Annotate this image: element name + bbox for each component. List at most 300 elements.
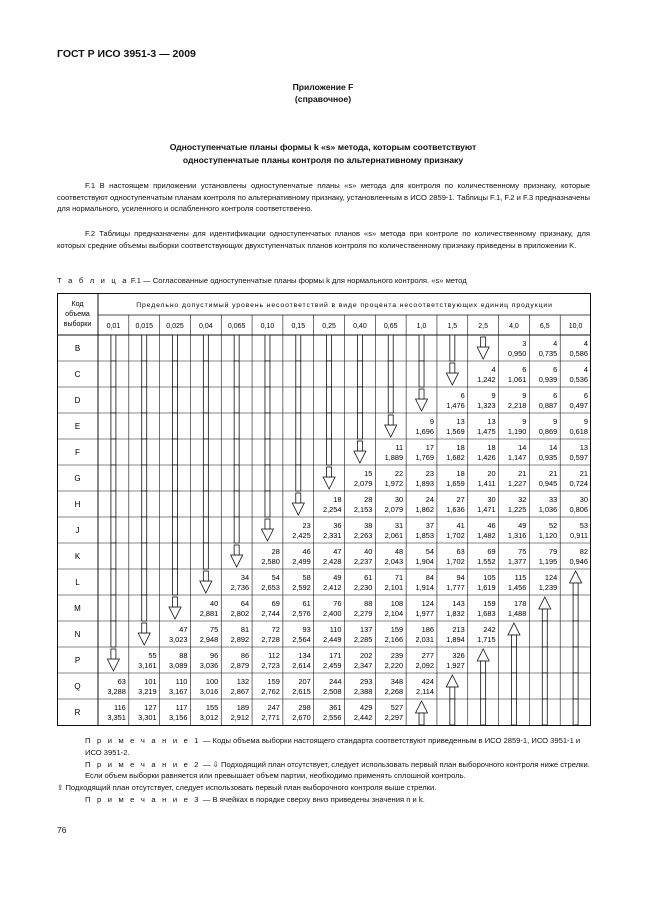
cell-k-value: 1,769 [415,453,434,462]
aql-value: 0,15 [291,323,306,330]
code-header-text: объема [65,311,90,318]
cell-n-value: 30 [487,495,496,504]
cell-k-value: 1,683 [477,609,496,618]
cell-k-value: 0,935 [538,453,558,462]
cell-n-value: 3 [522,339,527,348]
cell-k-value: 2,867 [230,687,250,696]
annex-subtitle: (справочное) [294,94,352,104]
cell-n-value: 30 [394,495,404,504]
note-1 [57,735,590,759]
cell-n-value: 15 [364,469,373,478]
cell-k-value: 2,092 [415,661,434,670]
arrow-shaft [357,413,362,439]
arrow-shaft [173,361,178,387]
cell-k-value: 1,227 [507,479,527,488]
arrow-shaft [203,517,208,543]
note-2 [57,759,590,783]
cell-n-value: 33 [548,495,558,504]
arrow-shaft [450,335,455,361]
up-arrow-stem [481,661,486,673]
cell-k-value: 1,636 [446,505,465,514]
cell-n-value: 13 [579,443,588,452]
arrow-shaft [111,387,116,413]
cell-n-value: 41 [456,521,465,530]
cell-k-value: 1,488 [507,609,527,618]
arrow-shaft [265,413,270,439]
cell-n-value: 9 [429,417,434,426]
note-1-label: П р и м е ч а н и е 1 [85,736,201,745]
sample-size-code: K [74,552,81,561]
arrow-shaft [265,439,270,465]
cell-k-value: 1,853 [415,531,434,540]
arrow-shaft [203,413,208,439]
arrow-shaft [173,413,178,439]
cell-n-value: 4 [553,339,558,348]
cell-k-value: 2,347 [353,661,373,670]
sample-size-code: P [74,656,81,665]
cell-k-value: 2,670 [292,713,311,722]
note-3-label: П р и м е ч а н и е 3 [85,794,201,804]
cell-n-value: 132 [236,677,250,686]
cell-k-value: 0,597 [569,453,588,462]
arrow-shaft [388,361,393,387]
arrow-shaft [327,413,332,439]
cell-n-value: 52 [548,521,558,530]
cell-k-value: 1,323 [477,401,496,410]
down-arrow-head-icon [261,529,273,541]
cell-k-value: 0,946 [569,557,588,566]
arrow-shaft [542,699,547,725]
cell-n-value: 69 [487,547,496,556]
cell-k-value: 3,351 [107,713,126,722]
paragraph-f1-text: F.1 В настоящем приложении установлены одноступенчатые планы «s» метода для контроля по количественному признаку, которые соответствуют одноступенчатым планам контроля по альтернативному признаку, установленным в ИСО 2859-1. Таблицы F.1, F.2 и F.3 предназначены для нормального, усиленного и ослабленного контроля соответственно. [57,181,590,213]
arrow-shaft [419,335,424,361]
arrow-shaft [142,439,147,465]
cell-k-value: 1,036 [538,505,558,514]
cell-n-value: 17 [425,443,434,452]
arrow-shaft [327,387,332,413]
note-3 [57,794,590,806]
cell-k-value: 0,735 [538,349,558,358]
cell-n-value: 100 [205,677,219,686]
aql-value: 0,015 [135,323,153,330]
cell-n-value: 6 [522,365,527,374]
sample-size-code: F [75,448,80,457]
cell-n-value: 112 [268,651,280,660]
cell-n-value: 94 [456,573,465,582]
cell-n-value: 14 [548,443,558,452]
arrow-shaft [111,543,116,569]
cell-k-value: 3,167 [168,687,188,696]
cell-n-value: 189 [236,703,250,712]
cell-k-value: 1,120 [538,531,558,540]
arrow-shaft [265,361,270,387]
cell-k-value: 3,016 [199,687,219,696]
cell-n-value: 48 [394,547,404,556]
arrow-shaft [203,439,208,465]
cell-n-value: 159 [483,599,496,608]
cell-n-value: 9 [583,417,588,426]
annex-title: Приложение F [292,82,354,92]
table-caption-prefix: Т а б л и ц а [57,276,129,285]
cell-k-value: 2,268 [384,687,404,696]
cell-n-value: 53 [579,521,588,530]
cell-n-value: 143 [452,599,465,608]
arrow-shaft [296,387,301,413]
aql-value: 10,0 [568,323,583,330]
aql-value: 0,65 [383,323,398,330]
cell-n-value: 527 [390,703,404,712]
cell-k-value: 2,220 [384,661,404,670]
cell-n-value: 46 [302,547,311,556]
cell-n-value: 28 [364,495,373,504]
cell-k-value: 2,218 [507,401,527,410]
cell-k-value: 2,723 [261,661,280,670]
note-2-text: — ⇩ Подходящий план отсутствует, следует использовать первый план выборочного контроля ниже стрелки. Если объем выборки равняется или превышает объем партии, необходимо применять сплошной контроль. [85,759,590,781]
sample-size-code: Q [74,682,81,691]
arrow-shaft [296,361,301,387]
cell-k-value: 1,061 [507,375,527,384]
cell-n-value: 79 [548,547,558,556]
cell-k-value: 1,832 [446,609,465,618]
cell-n-value: 137 [359,625,373,634]
down-arrow-head-icon [169,607,181,619]
cell-n-value: 22 [394,469,404,478]
cell-n-value: 37 [425,521,434,530]
down-arrow-head-icon [323,477,335,489]
cell-k-value: 2,279 [353,609,373,618]
arrow-shaft [327,439,332,465]
sample-size-code: B [74,344,81,353]
cell-k-value: 1,190 [507,427,527,436]
cell-n-value: 54 [425,547,434,556]
cell-k-value: 3,036 [199,661,219,670]
arrow-shaft [265,465,270,491]
cell-k-value: 1,471 [477,505,496,514]
cell-n-value: 40 [364,547,373,556]
cell-n-value: 40 [210,599,219,608]
paragraph-f1 [57,180,590,215]
cell-n-value: 11 [395,443,404,452]
cell-k-value: 2,771 [261,713,280,722]
cell-k-value: 3,301 [138,713,157,722]
down-arrow-stem [327,467,332,477]
cell-k-value: 1,482 [477,531,496,540]
cell-n-value: 34 [240,573,250,582]
arrow-shaft [142,569,147,595]
down-arrow-head-icon [107,659,119,671]
cell-k-value: 1,475 [477,427,496,436]
arrow-shaft [419,361,424,387]
down-arrow-stem [357,441,362,451]
up-arrow-head-icon [539,597,551,609]
arrow-shaft [142,387,147,413]
arrow-shaft [542,673,547,699]
cell-k-value: 2,114 [415,687,434,696]
sample-size-code: G [74,474,81,483]
cell-k-value: 2,615 [292,687,311,696]
table-notes [57,735,590,806]
arrow-shaft [265,335,270,361]
arrow-shaft [173,439,178,465]
cell-n-value: 84 [425,573,434,582]
cell-n-value: 207 [298,677,311,686]
cell-n-value: 23 [302,521,311,530]
arrow-shaft [142,517,147,543]
arrow-shaft [203,543,208,569]
table-caption [57,276,467,285]
cell-k-value: 2,388 [353,687,373,696]
arrow-shaft [388,387,393,413]
arrow-shaft [111,517,116,543]
cell-n-value: 108 [390,599,404,608]
cell-n-value: 20 [487,469,496,478]
cell-n-value: 4 [583,365,588,374]
cell-n-value: 213 [452,625,465,634]
cell-n-value: 127 [144,703,157,712]
aql-value: 1,0 [416,323,427,330]
up-arrow-head-icon [570,571,582,583]
down-arrow-stem [481,337,486,347]
cell-k-value: 3,156 [168,713,188,722]
arrow-shaft [142,361,147,387]
cell-k-value: 0,869 [538,427,558,436]
cell-n-value: 21 [579,469,588,478]
cell-k-value: 2,101 [384,583,404,592]
cell-n-value: 28 [271,547,280,556]
cell-k-value: 1,619 [477,583,496,592]
cell-n-value: 88 [179,651,188,660]
aql-value: 4,0 [509,323,519,330]
cell-k-value: 2,653 [261,583,280,592]
cell-k-value: 2,449 [323,635,342,644]
arrow-shaft [203,335,208,361]
arrow-shaft [142,595,147,621]
arrow-shaft [234,465,239,491]
cell-k-value: 0,586 [569,349,588,358]
cell-n-value: 6 [553,365,558,374]
arrow-shaft [111,439,116,465]
cell-n-value: 171 [329,651,342,660]
aql-header-text: Предельно допустимый уровень несоответствий в виде процента несоответствующих единиц продукции [136,302,553,309]
cell-n-value: 18 [487,443,496,452]
cell-k-value: 3,012 [199,713,219,722]
arrow-shaft [450,699,455,725]
arrow-shaft [203,361,208,387]
cell-k-value: 1,904 [415,557,434,566]
cell-k-value: 0,724 [569,479,588,488]
cell-n-value: 348 [390,677,404,686]
cell-n-value: 72 [271,625,280,634]
arrow-shaft [573,595,578,621]
cell-n-value: 88 [364,599,373,608]
arrow-shaft [111,413,116,439]
up-arrow-head-icon [446,675,458,687]
arrow-shaft [142,491,147,517]
cell-k-value: 2,400 [323,609,342,618]
arrow-shaft [265,387,270,413]
cell-n-value: 13 [487,417,496,426]
up-arrow-stem [542,609,547,621]
note-up-arrow: ⇧ Подходящий план отсутствует, следует использовать первый план выборочного контроля выше стрелки. [57,783,437,793]
down-arrow-head-icon [354,451,366,463]
cell-n-value: 9 [491,391,496,400]
cell-k-value: 1,476 [446,401,465,410]
cell-k-value: 3,219 [138,687,157,696]
cell-k-value: 0,911 [570,531,588,540]
down-arrow-head-icon [416,399,428,411]
arrow-shaft [173,387,178,413]
up-arrow-stem [419,713,424,725]
cell-k-value: 2,166 [384,635,404,644]
cell-n-value: 115 [514,573,527,582]
cell-k-value: 1,456 [507,583,527,592]
cell-k-value: 2,254 [323,505,342,514]
cell-k-value: 2,412 [323,583,342,592]
cell-n-value: 9 [553,417,558,426]
arrow-shaft [357,335,362,361]
cell-n-value: 186 [421,625,434,634]
cell-n-value: 18 [456,443,465,452]
down-arrow-stem [142,623,147,633]
cell-k-value: 0,497 [569,401,588,410]
arrow-shaft [542,621,547,647]
aql-value: 0,025 [166,323,184,330]
cell-k-value: 2,881 [199,609,219,618]
cell-n-value: 361 [329,703,342,712]
arrow-shaft [111,361,116,387]
cell-n-value: 293 [359,677,373,686]
cell-k-value: 2,879 [230,661,250,670]
cell-k-value: 1,715 [477,635,496,644]
cell-k-value: 1,147 [507,453,527,462]
code-header-text: Код [71,301,84,308]
cell-n-value: 24 [425,495,434,504]
cell-k-value: 2,043 [384,557,404,566]
down-arrow-head-icon [138,633,150,645]
sample-size-code: R [74,708,81,717]
cell-n-value: 82 [579,547,588,556]
cell-k-value: 2,912 [230,713,250,722]
cell-k-value: 1,914 [415,583,434,592]
cell-k-value: 2,428 [323,557,342,566]
arrow-shaft [142,335,147,361]
arrow-shaft [357,361,362,387]
cell-n-value: 63 [456,547,465,556]
cell-n-value: 326 [452,651,465,660]
cell-k-value: 2,614 [292,661,311,670]
cell-k-value: 2,892 [230,635,250,644]
aql-value: 0,04 [199,323,213,330]
down-arrow-stem [203,571,208,581]
arrow-shaft [111,335,116,361]
cell-n-value: 27 [456,495,465,504]
cell-n-value: 76 [333,599,342,608]
down-arrow-stem [265,519,270,529]
cell-k-value: 2,079 [353,479,373,488]
note-3-text: — В ячейках в порядке сверху вниз приведены значения n и k. [200,794,425,804]
cell-k-value: 2,331 [323,531,342,540]
cell-n-value: 61 [364,573,373,582]
cell-n-value: 242 [483,625,496,634]
cell-n-value: 21 [518,469,527,478]
cell-n-value: 30 [579,495,588,504]
cell-n-value: 239 [390,651,404,660]
cell-k-value: 0,618 [569,427,588,436]
cell-k-value: 2,576 [292,609,311,618]
sample-size-code: H [74,500,81,509]
cell-n-value: 63 [117,677,126,686]
cell-k-value: 0,945 [538,479,558,488]
arrow-shaft [173,569,178,595]
cell-n-value: 159 [390,625,404,634]
arrow-shaft [234,413,239,439]
arrow-shaft [481,673,486,699]
arrow-shaft [542,647,547,673]
cell-n-value: 6 [460,391,465,400]
arrow-shaft [327,361,332,387]
code-header-text: выборки [63,321,92,328]
cell-n-value: 117 [175,703,188,712]
cell-k-value: 2,104 [384,609,404,618]
cell-k-value: 1,927 [446,661,465,670]
cell-k-value: 1,977 [415,609,434,618]
cell-k-value: 1,893 [415,479,434,488]
cell-k-value: 2,762 [261,687,280,696]
down-arrow-head-icon [231,555,243,567]
down-arrow-head-icon [292,503,304,515]
cell-k-value: 2,230 [353,583,373,592]
arrow-shaft [511,673,516,699]
cell-n-value: 55 [148,651,157,660]
cell-k-value: 3,288 [107,687,126,696]
arrow-shaft [511,647,516,673]
up-arrow-head-icon [508,623,520,635]
arrow-shaft [203,491,208,517]
aql-value: 0,40 [353,323,367,330]
arrow-shaft [234,361,239,387]
cell-k-value: 3,089 [168,661,188,670]
cell-n-value: 61 [302,599,311,608]
aql-value: 6,5 [539,323,550,330]
cell-k-value: 2,297 [384,713,404,722]
cell-k-value: 1,242 [477,375,496,384]
cell-n-value: 38 [364,521,373,530]
arrow-shaft [296,439,301,465]
cell-k-value: 2,285 [353,635,373,644]
up-arrow-stem [573,583,578,595]
up-arrow-head-icon [416,701,428,713]
arrow-shaft [173,543,178,569]
cell-n-value: 429 [359,703,373,712]
cell-k-value: 2,564 [292,635,311,644]
cell-k-value: 2,744 [261,609,280,618]
cell-n-value: 64 [240,599,250,608]
cell-k-value: 1,552 [477,557,496,566]
cell-n-value: 75 [518,547,527,556]
cell-k-value: 1,682 [446,453,465,462]
arrow-shaft [573,699,578,725]
cell-n-value: 244 [329,677,342,686]
aql-value: 0,25 [322,323,336,330]
down-arrow-stem [173,597,178,607]
arrow-shaft [142,543,147,569]
cell-k-value: 2,079 [384,505,404,514]
sample-size-code: L [75,578,80,587]
cell-n-value: 124 [421,599,434,608]
cell-k-value: 1,972 [384,479,404,488]
cell-n-value: 178 [514,599,527,608]
